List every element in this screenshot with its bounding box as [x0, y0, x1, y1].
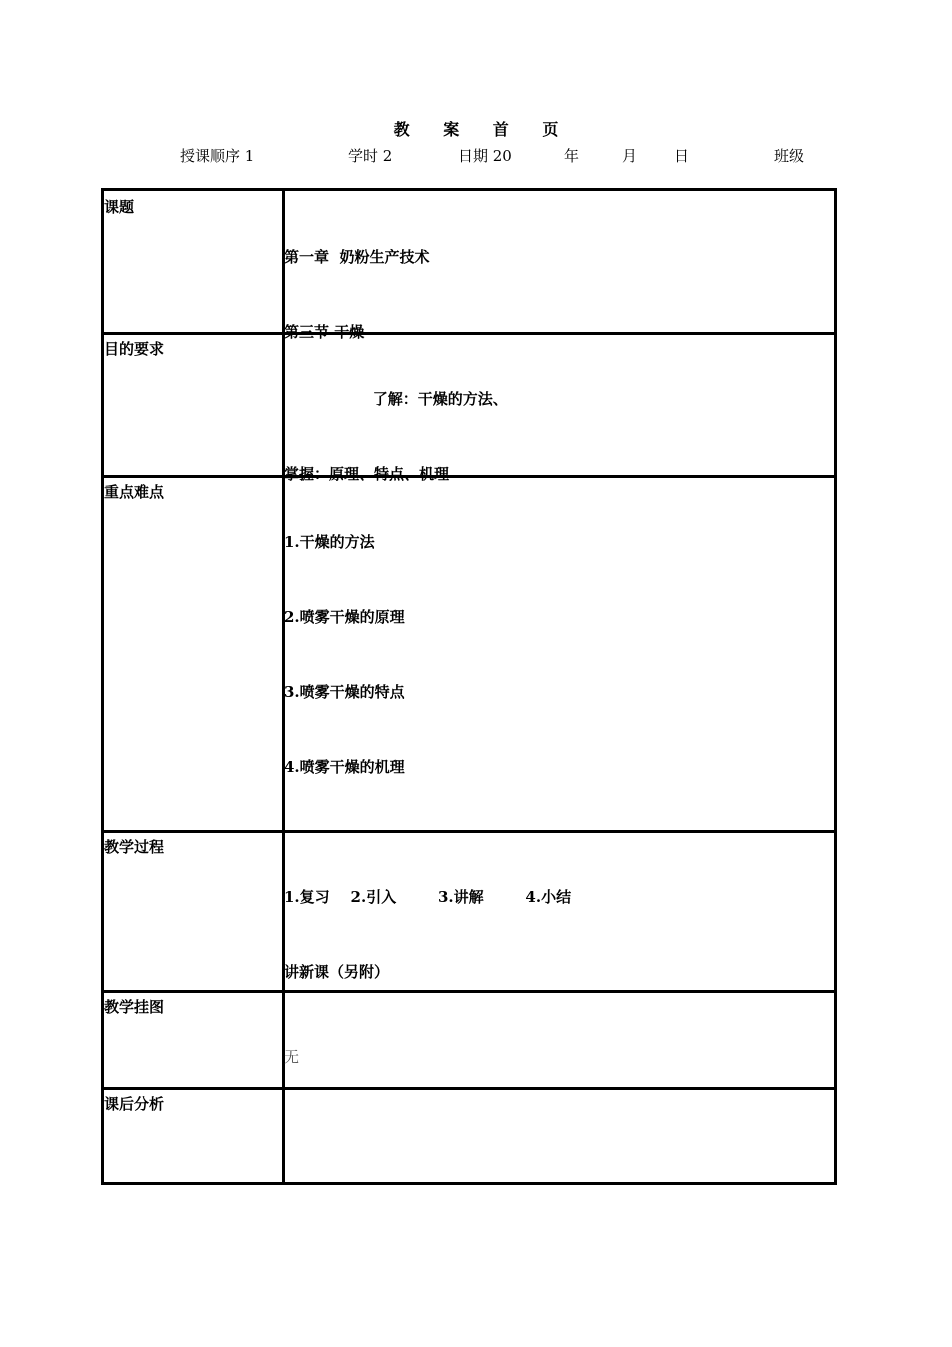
row-divider — [104, 1087, 834, 1090]
class-label: 班级 — [774, 147, 805, 165]
objectives-line: 了解：干燥的方法、 — [284, 390, 508, 408]
key-point-item: 3.喷雾干燥的特点 — [284, 683, 405, 701]
class-hours: 学时 2 — [348, 147, 393, 165]
key-point-item: 2.喷雾干燥的原理 — [284, 608, 405, 626]
row-label-objectives: 目的要求 — [104, 340, 165, 358]
key-points-content — [284, 480, 405, 830]
row-label-topic: 课题 — [104, 198, 135, 216]
teaching-order: 授课顺序 1 — [180, 147, 255, 165]
key-point-item: 1.干燥的方法 — [284, 533, 375, 551]
day-label: 日 — [674, 147, 690, 165]
wall-charts-value: 无 — [284, 1048, 300, 1066]
key-point-item: 4.喷雾干燥的机理 — [284, 758, 405, 776]
month-label: 月 — [622, 147, 638, 165]
objectives-line: 掌握：原理、特点、机理 — [284, 465, 450, 483]
topic-line: 第三节 干燥 — [284, 323, 365, 341]
process-content — [284, 835, 571, 1035]
process-line: 1.复习 2.引入 3.讲解 4.小结 — [284, 888, 572, 906]
year-label: 年 — [564, 147, 580, 165]
date-label: 日期 20 — [458, 147, 512, 165]
wall-charts-content — [284, 995, 303, 1120]
row-divider — [104, 332, 834, 335]
lesson-plan-table — [101, 188, 837, 1185]
row-label-analysis: 课后分析 — [104, 1095, 165, 1113]
row-label-process: 教学过程 — [104, 838, 165, 856]
process-line: 讲新课（另附） — [284, 963, 390, 981]
row-divider — [104, 830, 834, 833]
topic-line: 第一章 奶粉生产技术 — [284, 248, 430, 266]
page-title: 教 案 首 页 — [393, 120, 573, 139]
header-meta — [0, 145, 952, 167]
row-label-key-points: 重点难点 — [104, 483, 165, 501]
row-label-wall-charts: 教学挂图 — [104, 998, 165, 1016]
